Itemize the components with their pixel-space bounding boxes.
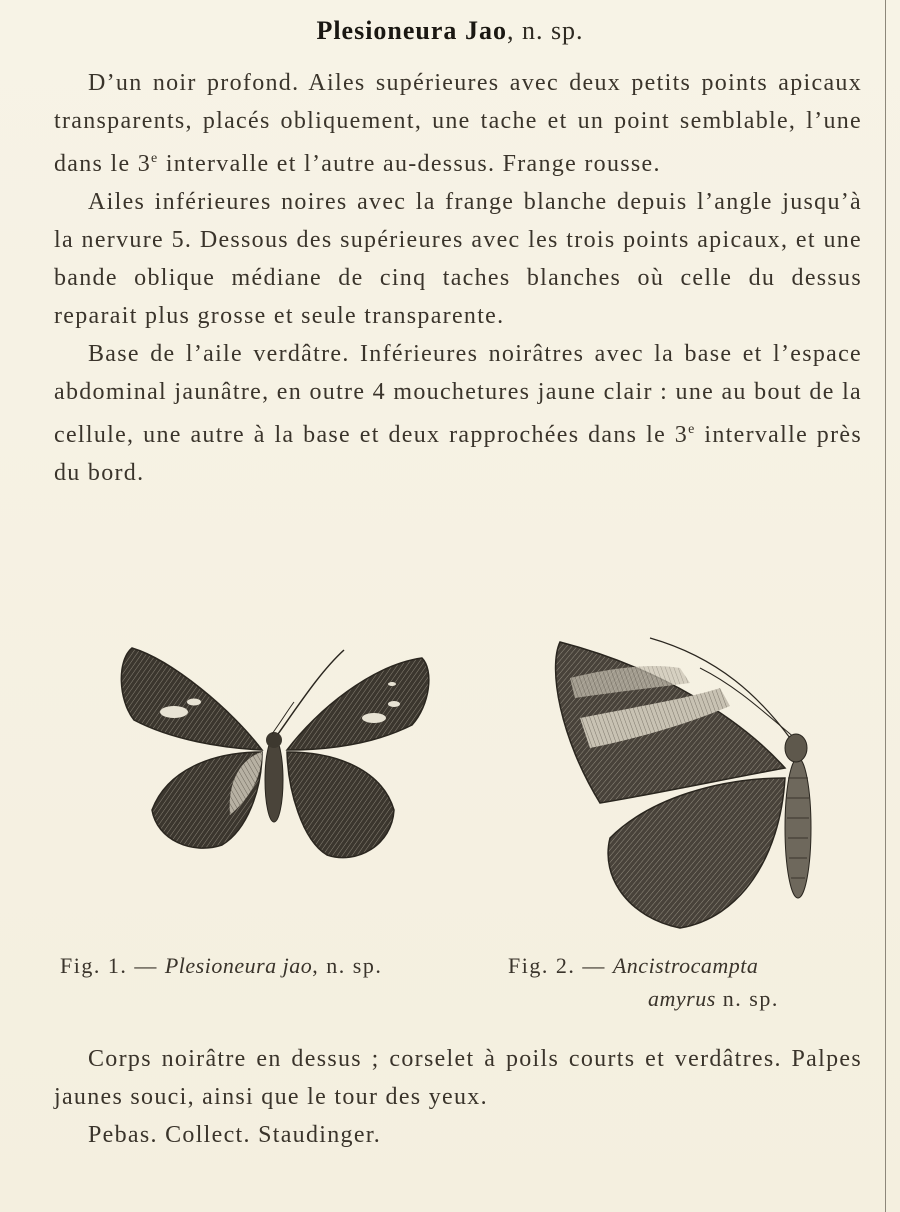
- heading-genus: Plesioneura: [316, 16, 458, 45]
- heading-suffix: , n. sp.: [506, 16, 584, 45]
- moth-figure-2: [540, 628, 830, 938]
- heading-species: Jao: [464, 16, 507, 45]
- paragraph-4: Corps noirâtre en dessus ; corselet à poils courts et verdâtres. Palpes jaunes souci, ainsi que le tour des yeux.: [54, 1046, 862, 1110]
- species-heading: [0, 16, 900, 46]
- body-description-block: [54, 1040, 862, 1154]
- paragraph-1: D’un noir profond. Ailes supérieures avec deux petits points apicaux transparents, placés obliquement, une tache et un point semblable, l’une dans le 3e intervalle et l’autre au-dessus. Frange rousse.: [54, 70, 862, 177]
- paragraph-3: Base de l’aile verdâtre. Inférieures noirâtres avec la base et l’espace abdominal jaunâtre, en outre 4 mouchetures jaune clair : une au bout de la cellule, une autre à la base et deux rapprochées dans le 3e intervalle près du bord.: [54, 341, 862, 486]
- figure-1-caption: Fig. 1. — Plesioneura jao, n. sp.: [60, 953, 383, 978]
- paragraph-5: Pebas. Collect. Staudinger.: [88, 1122, 382, 1148]
- paragraph-2: Ailes inférieures noires avec la frange blanche depuis l’angle jusqu’à la nervure 5. Dessous des supérieures avec les trois points apicaux, et une bande oblique médiane de cinq taches blanches où celle du dessus reparait plus grosse et seule transparente.: [54, 189, 862, 329]
- figure-2-caption: Fig. 2. — Ancistrocampta: [508, 953, 759, 978]
- description-block: [54, 64, 862, 492]
- butterfly-figure-1: [112, 640, 442, 890]
- margin-rule: [885, 0, 886, 1212]
- figure-2-caption-line-2: amyrus n. sp.: [648, 986, 779, 1011]
